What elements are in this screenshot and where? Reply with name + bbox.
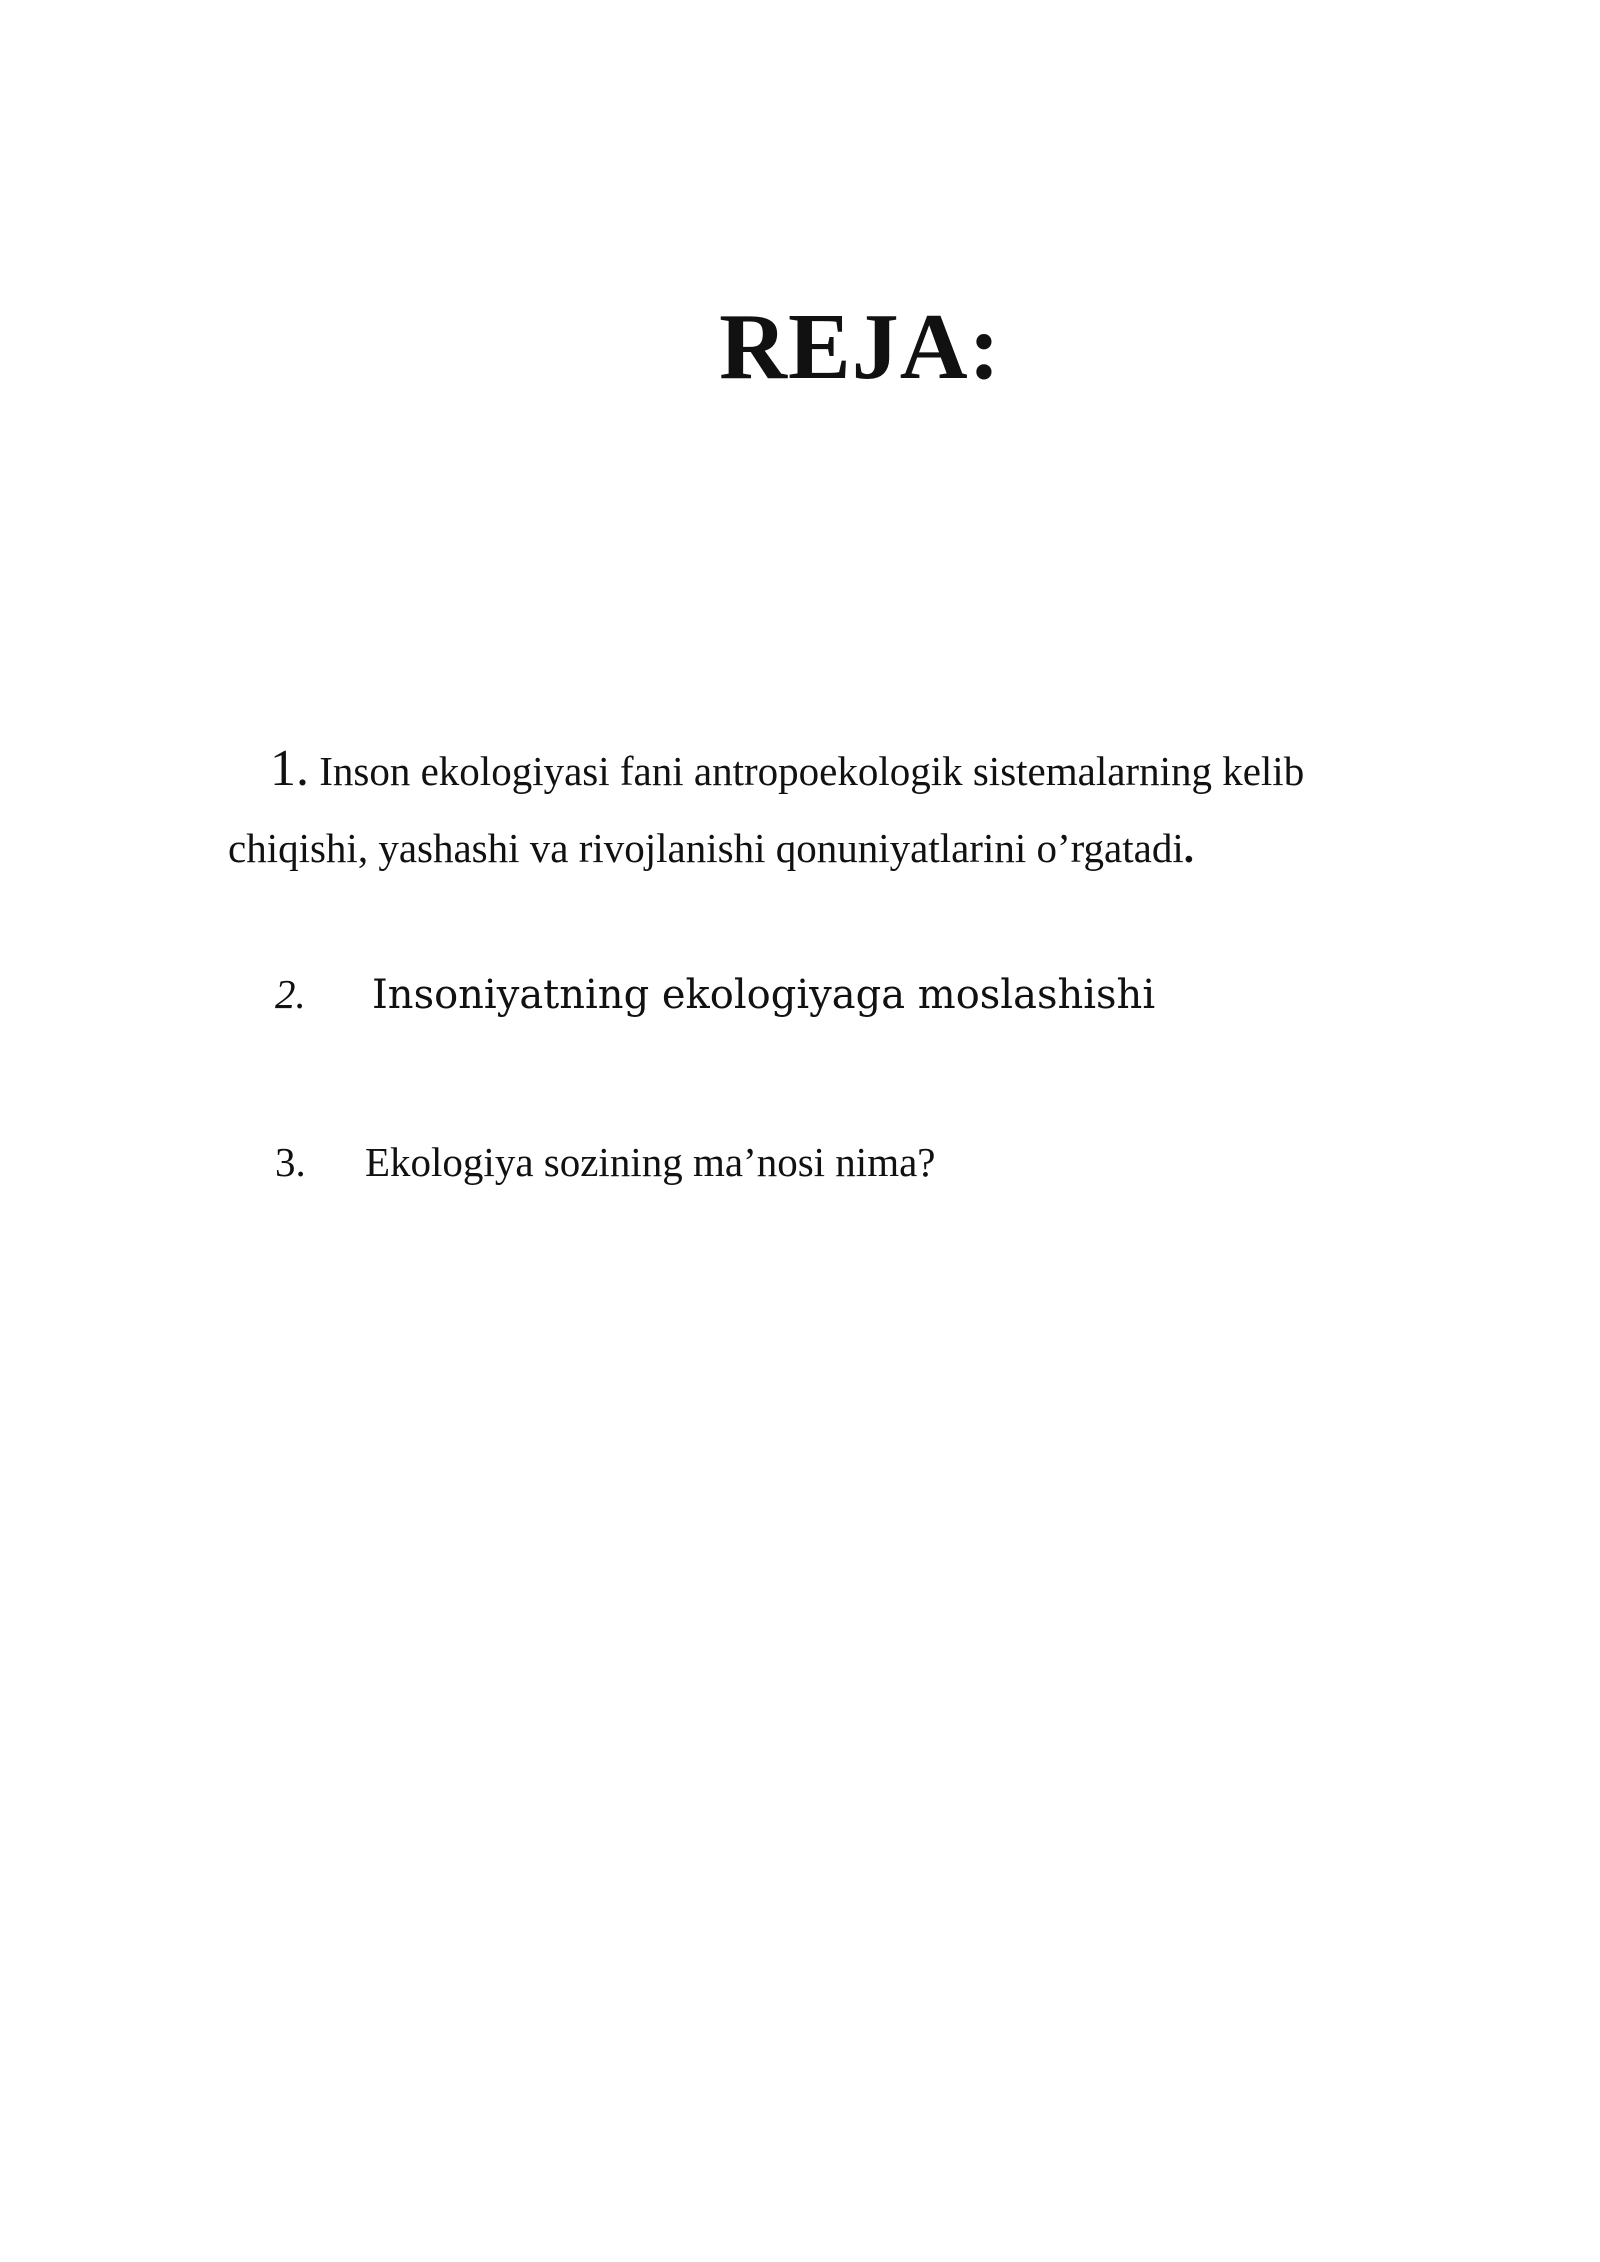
list-item-2 bbox=[275, 970, 1155, 1019]
list-item-1-number: 1. bbox=[270, 740, 309, 797]
list-item-2-number: 2. bbox=[275, 971, 306, 1017]
list-item-3 bbox=[275, 1138, 935, 1187]
list-item-1-period: . bbox=[1183, 825, 1194, 871]
list-item-1-text: Inson ekologiyasi fani antropoekologik sistemalarning kelib chiqishi, yashashi va rivojlanishi qonuniyatlarini o’rgatadi bbox=[228, 748, 1305, 871]
page-title: REJA: bbox=[719, 295, 1001, 399]
list-item-1 bbox=[228, 730, 1388, 887]
list-item-3-text: Ekologiya sozining ma’nosi nima? bbox=[365, 1139, 936, 1185]
list-item-3-number: 3. bbox=[275, 1139, 306, 1185]
list-item-2-text: Insoniyatning ekologiyaga moslashishi bbox=[372, 972, 1156, 1018]
